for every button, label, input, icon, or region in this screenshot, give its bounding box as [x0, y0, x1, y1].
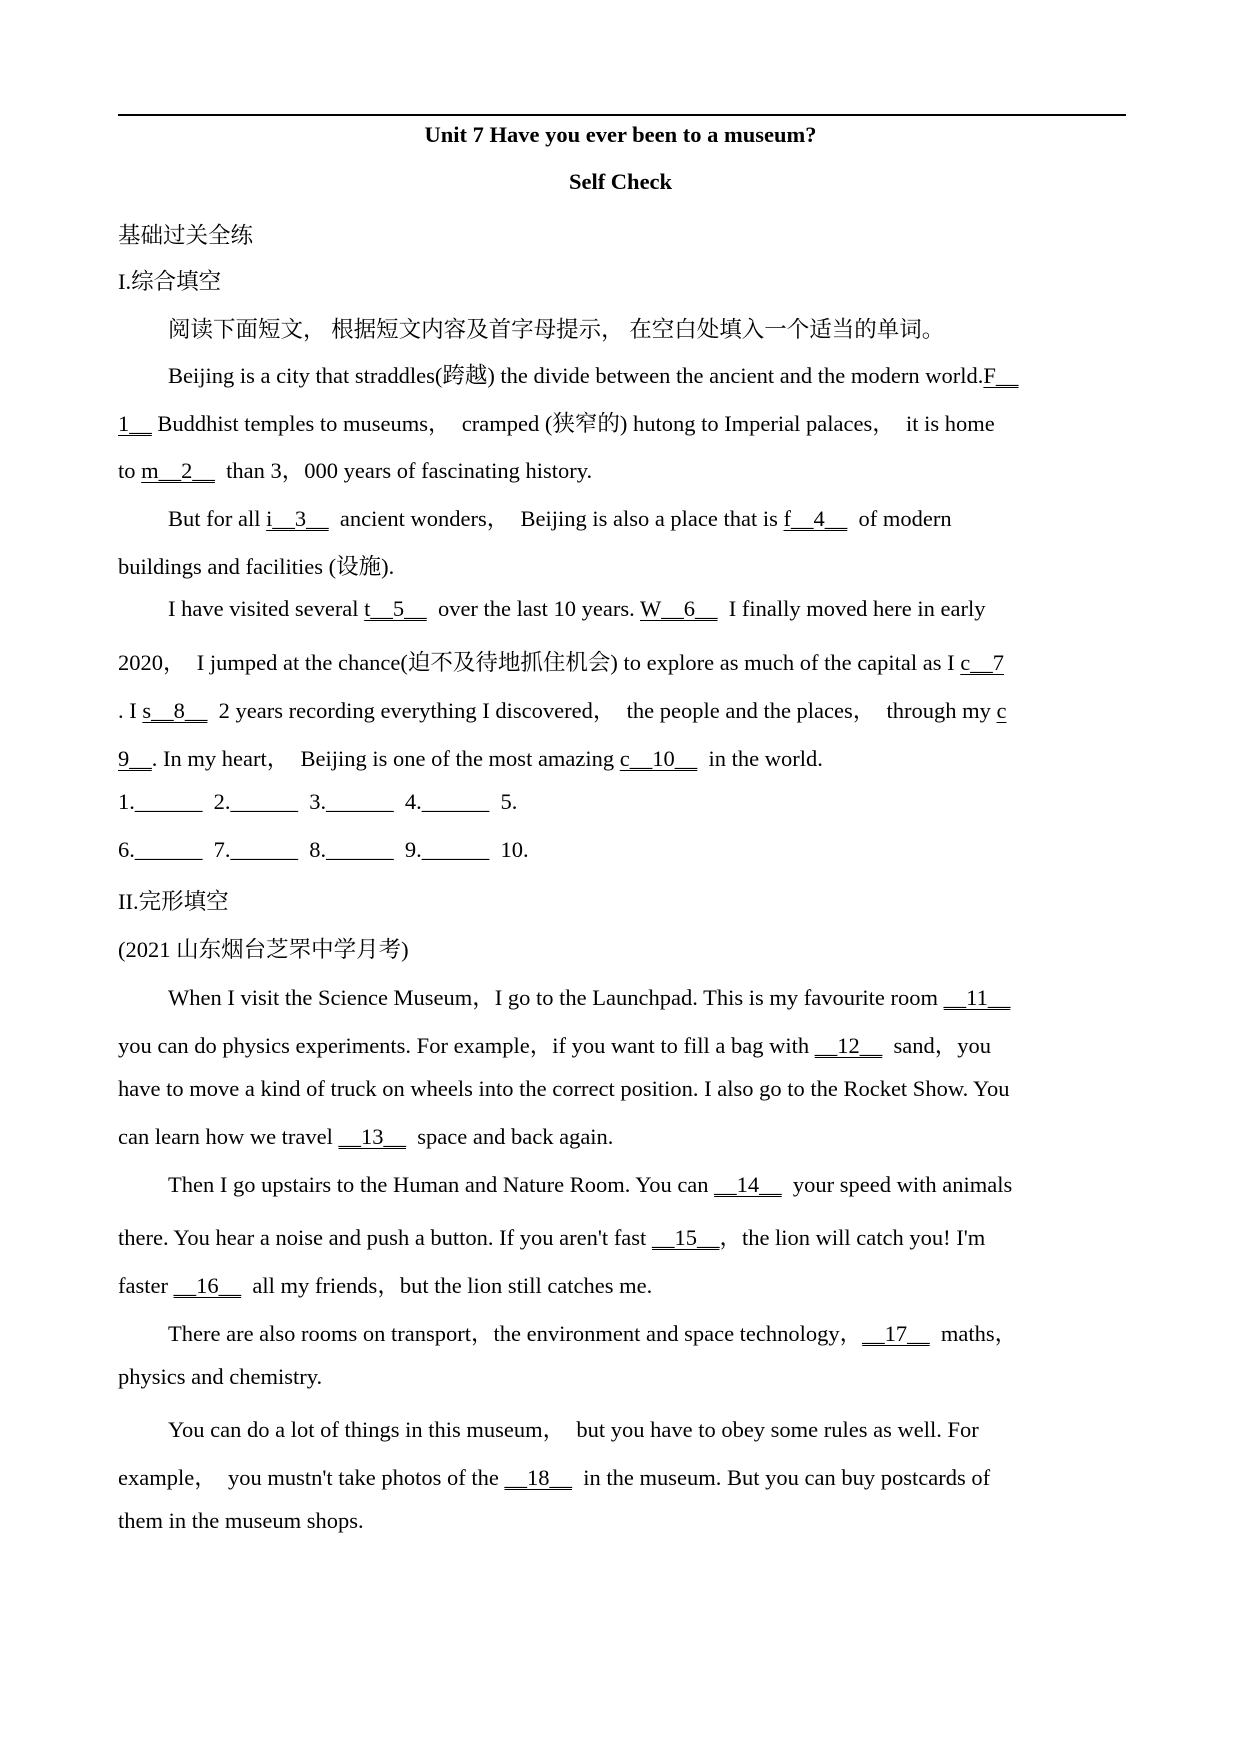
blank-17[interactable]: __17__	[862, 1321, 930, 1346]
blank-9-cont[interactable]: 9__	[118, 746, 152, 771]
part1-instruction: 阅读下面短文， 根据短文内容及首字母提示， 在空白处填入一个适当的单词。	[168, 317, 945, 342]
passage-line	[168, 1316, 1017, 1348]
text-span: all my friends，but the lion still catches me.	[241, 1273, 653, 1298]
text-span: example， you mustn't take photos of the	[118, 1465, 505, 1490]
text-span: space and back again.	[406, 1124, 614, 1149]
text-span: can learn how we travel	[118, 1124, 339, 1149]
passage-line	[118, 693, 1007, 725]
part2-source: (2021 山东烟台芝罘中学月考)	[118, 937, 409, 962]
unit-title: Unit 7 Have you ever been to a museum?	[424, 122, 817, 147]
blank-6[interactable]: W__6__	[639, 596, 718, 621]
text-span: to	[118, 458, 142, 483]
blank-15[interactable]: __15__	[651, 1225, 720, 1250]
text-span: you can do physics experiments. For example，if you want to fill a bag with	[118, 1033, 815, 1058]
text-span: There are also rooms on transport，the environment and space technology，	[168, 1321, 863, 1346]
text-span: Beijing is a city that straddles(跨越) the divide between the ancient and the modern world.	[168, 363, 984, 388]
text-span: of modern	[847, 506, 952, 531]
blank-3[interactable]: i__3__	[266, 506, 329, 531]
text-span: than 3，000 years of fascinating history.	[214, 458, 593, 483]
part1-heading: I.综合填空	[118, 269, 222, 294]
text-span: But for all	[168, 506, 267, 531]
passage-line	[168, 501, 952, 533]
blank-9[interactable]: c	[996, 698, 1007, 723]
passage-line: have to move a kind of truck on wheels into the correct position. I also go to the Rocket Show. You	[118, 1076, 1010, 1101]
section-label: 基础过关全练	[118, 223, 254, 248]
text-span: in the world.	[697, 746, 823, 771]
text-span: maths，	[929, 1321, 1018, 1346]
passage-line	[118, 1124, 613, 1150]
blank-7[interactable]: c__7	[960, 650, 1005, 675]
text-span: Then I go upstairs to the Human and Nature Room. You can	[168, 1172, 715, 1197]
blank-12[interactable]: __12__	[814, 1033, 883, 1058]
blank-10[interactable]: c__10__	[619, 746, 698, 771]
text-span: ，the lion will catch you! I'm	[719, 1225, 986, 1250]
passage-line: You can do a lot of things in this museum， but you have to obey some rules as well. For	[168, 1417, 979, 1442]
passage-line	[118, 1460, 990, 1492]
passage-line	[168, 980, 1010, 1012]
passage-line	[118, 741, 823, 773]
passage-line	[118, 1028, 991, 1060]
blank-16[interactable]: __16__	[173, 1273, 242, 1298]
text-span: there. You hear a noise and push a button. If you aren't fast	[118, 1225, 652, 1250]
part2-heading: II.完形填空	[118, 889, 229, 914]
text-span: your speed with animals	[781, 1172, 1013, 1197]
blank-1[interactable]: F__	[983, 363, 1019, 388]
text-span: ancient wonders， Beijing is also a place that is	[328, 506, 784, 531]
text-span: in the museum. But you can buy postcards of	[572, 1465, 991, 1490]
text-span: When I visit the Science Museum，I go to the Launchpad. This is my favourite room	[168, 985, 944, 1010]
text-span: I finally moved here in early	[717, 596, 986, 621]
blank-14[interactable]: __14__	[714, 1172, 782, 1197]
text-span: . I	[118, 698, 143, 723]
passage-line	[168, 596, 986, 622]
blank-11[interactable]: __11__	[943, 985, 1011, 1010]
passage-line: physics and chemistry.	[118, 1364, 323, 1389]
text-span: I have visited several	[168, 596, 365, 621]
passage-line	[118, 645, 1004, 677]
passage-line	[168, 1172, 1012, 1198]
blank-8[interactable]: s__8__	[142, 698, 208, 723]
passage-line	[168, 358, 1018, 390]
answer-row[interactable]: 1.______ 2.______ 3.______ 4.______ 5.	[118, 789, 518, 814]
text-span: 2 years recording everything I discovered， the people and the places， through my	[207, 698, 997, 723]
blank-1-cont[interactable]: 1__	[118, 411, 152, 436]
blank-5[interactable]: t__5__	[364, 596, 427, 621]
text-span: . In my heart， Beijing is one of the most amazing	[151, 746, 620, 771]
blank-2[interactable]: m__2__	[141, 458, 215, 483]
passage-line: buildings and facilities (设施).	[118, 554, 395, 579]
passage-line	[118, 1220, 985, 1252]
top-rule	[118, 114, 1126, 116]
blank-4[interactable]: f__4__	[783, 506, 848, 531]
text-span: Buddhist temples to museums， cramped (狭窄的) hutong to Imperial palaces， it is home	[151, 411, 995, 436]
answer-row[interactable]: 6.______ 7.______ 8.______ 9.______ 10.	[118, 837, 529, 862]
passage-line: them in the museum shops.	[118, 1508, 364, 1533]
text-span: over the last 10 years.	[426, 596, 640, 621]
passage-line	[118, 406, 995, 438]
text-span: 2020， I jumped at the chance(迫不及待地抓住机会) to explore as much of the capital as I	[118, 650, 961, 675]
text-span: sand，you	[882, 1033, 991, 1058]
section-subtitle: Self Check	[568, 169, 673, 194]
blank-13[interactable]: __13__	[338, 1124, 407, 1149]
blank-18[interactable]: __18__	[504, 1465, 572, 1490]
passage-line	[118, 1268, 652, 1300]
text-span: faster	[118, 1273, 174, 1298]
passage-line	[118, 453, 592, 485]
